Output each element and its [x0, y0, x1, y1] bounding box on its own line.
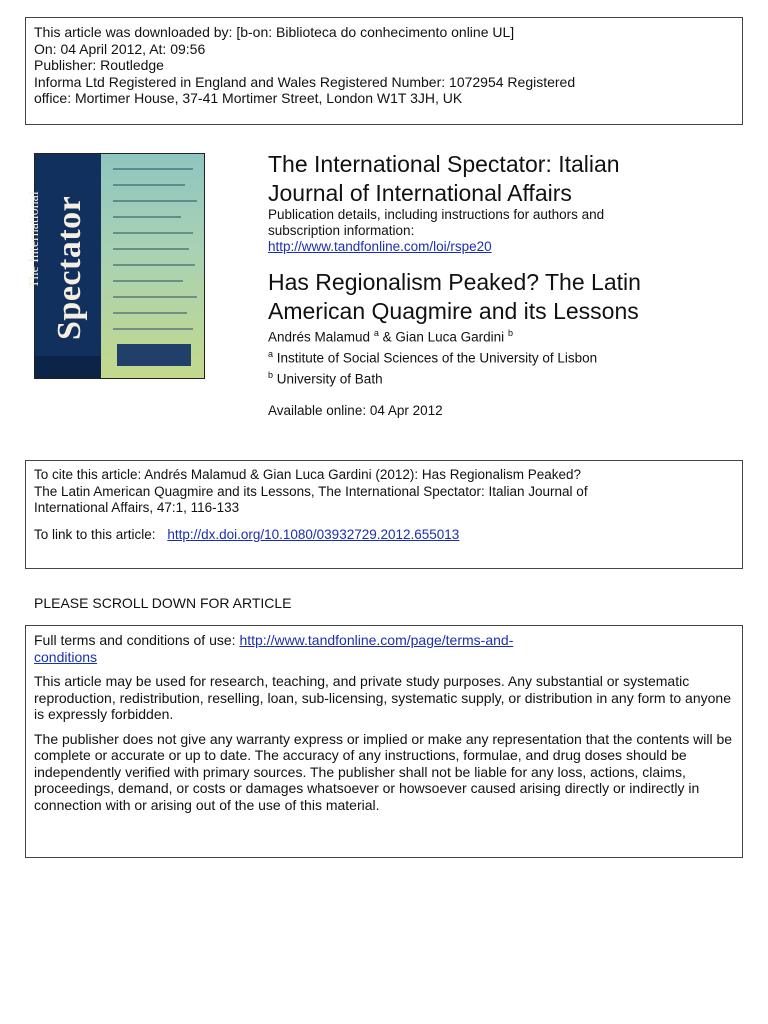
- cover-label-block: [117, 344, 191, 366]
- authors: [268, 328, 513, 345]
- cover-text-line: [113, 216, 181, 218]
- article-title-line1: Has Regionalism Peaked? The Latin: [268, 269, 641, 295]
- cover-bottom-band: [35, 356, 101, 378]
- publication-details-line2: subscription information:: [268, 223, 415, 238]
- affiliation-marker: b: [268, 370, 274, 380]
- cover-text-line: [113, 248, 189, 250]
- author-separator: &: [378, 329, 396, 345]
- terms-label: Full terms and conditions of use:: [34, 632, 236, 648]
- download-date: On: 04 April 2012, At: 09:56: [34, 40, 206, 57]
- journal-cover-image: [27, 153, 205, 379]
- cover-text-line: [113, 232, 193, 234]
- download-info-box: [25, 17, 743, 125]
- affiliation-text: Institute of Social Sciences of the University of Lisbon: [276, 350, 598, 366]
- cover-text-line: [113, 168, 193, 170]
- publisher-line: Publisher: Routledge: [34, 57, 164, 73]
- cover-text-line: [113, 296, 197, 298]
- cover-text-line: [113, 328, 193, 330]
- affiliation-text: University of Bath: [276, 371, 383, 387]
- office-line: office: Mortimer House, 37-41 Mortimer Street, London W1T 3JH, UK: [34, 90, 463, 106]
- terms-link-part2: conditions: [34, 648, 98, 665]
- author-affiliation-marker: a: [373, 328, 379, 338]
- citation-line1: To cite this article: Andrés Malamud & Gian Luca Gardini (2012): Has Regionalism Peaked?: [34, 467, 582, 482]
- journal-title: [268, 150, 728, 208]
- terms-paragraph-disclaimer: The publisher does not give any warranty express or implied or make any representation that the contents will be complete or accurate or up to date. The accuracy of any instructions, formulae, and drug doses should be independently verified with primary sources. The publisher shall not be liable for any loss, actions, claims, proceedings, demand, or costs or damages whatsoever or howsoever caused arising directly or indirectly in connection with or arising out of the use of this material.: [34, 730, 733, 813]
- terms-link-part1: http://www.tandfonline.com/page/terms-and-: [239, 632, 514, 648]
- available-online-date: Available online: 04 Apr 2012: [268, 403, 443, 418]
- journal-url-link[interactable]: http://www.tandfonline.com/loi/rspe20: [268, 239, 492, 254]
- terms-paragraph-usage: This article may be used for research, teaching, and private study purposes. Any substantial or systematic reproduction, redistribution, reselling, loan, sub-licensing, systematic supply, or distribution in any form to anyone is expressly forbidden.: [34, 673, 731, 722]
- author-affiliation-marker: b: [507, 328, 513, 338]
- citation-link-label: To link to this article:: [34, 526, 156, 542]
- download-line: This article was downloaded by: [b-on: Biblioteca do conhecimento online UL]: [34, 24, 515, 40]
- citation-box: [25, 460, 743, 569]
- publication-details: [268, 207, 708, 255]
- affiliation-b: [268, 370, 383, 387]
- cover-text-line: [113, 312, 187, 314]
- cover-text-line: [113, 280, 183, 282]
- journal-title-line1: The International Spectator: Italian: [268, 151, 620, 177]
- cover-title-big: Spectator: [51, 195, 88, 340]
- publication-details-line1: Publication details, including instructions for authors and: [268, 207, 605, 222]
- journal-title-line2: Journal of International Affairs: [268, 180, 572, 206]
- terms-box: [25, 625, 743, 858]
- cover-text-line: [113, 200, 197, 202]
- doi-link[interactable]: http://dx.doi.org/10.1080/03932729.2012.655013: [167, 526, 460, 542]
- author-name: Gian Luca Gardini: [395, 329, 505, 345]
- cover-text-line: [113, 184, 185, 186]
- affiliation-a: [268, 349, 597, 366]
- author-name: Andrés Malamud: [268, 329, 371, 345]
- scroll-notice: PLEASE SCROLL DOWN FOR ARTICLE: [34, 595, 292, 611]
- article-title: [268, 268, 738, 326]
- citation-line3: International Affairs, 47:1, 116-133: [34, 500, 240, 515]
- cover-text-line: [113, 264, 195, 266]
- citation-link-row: [34, 527, 734, 544]
- cover-title: [27, 155, 96, 340]
- article-title-line2: American Quagmire and its Lessons: [268, 298, 639, 324]
- affiliation-marker: a: [268, 349, 274, 359]
- cover-title-small: The International: [27, 191, 42, 288]
- registration-line: Informa Ltd Registered in England and Wales Registered Number: 1072954 Registered: [34, 73, 576, 90]
- citation-line2: The Latin American Quagmire and its Lessons, The International Spectator: Italian Journal of: [34, 483, 588, 499]
- terms-heading: [34, 632, 734, 665]
